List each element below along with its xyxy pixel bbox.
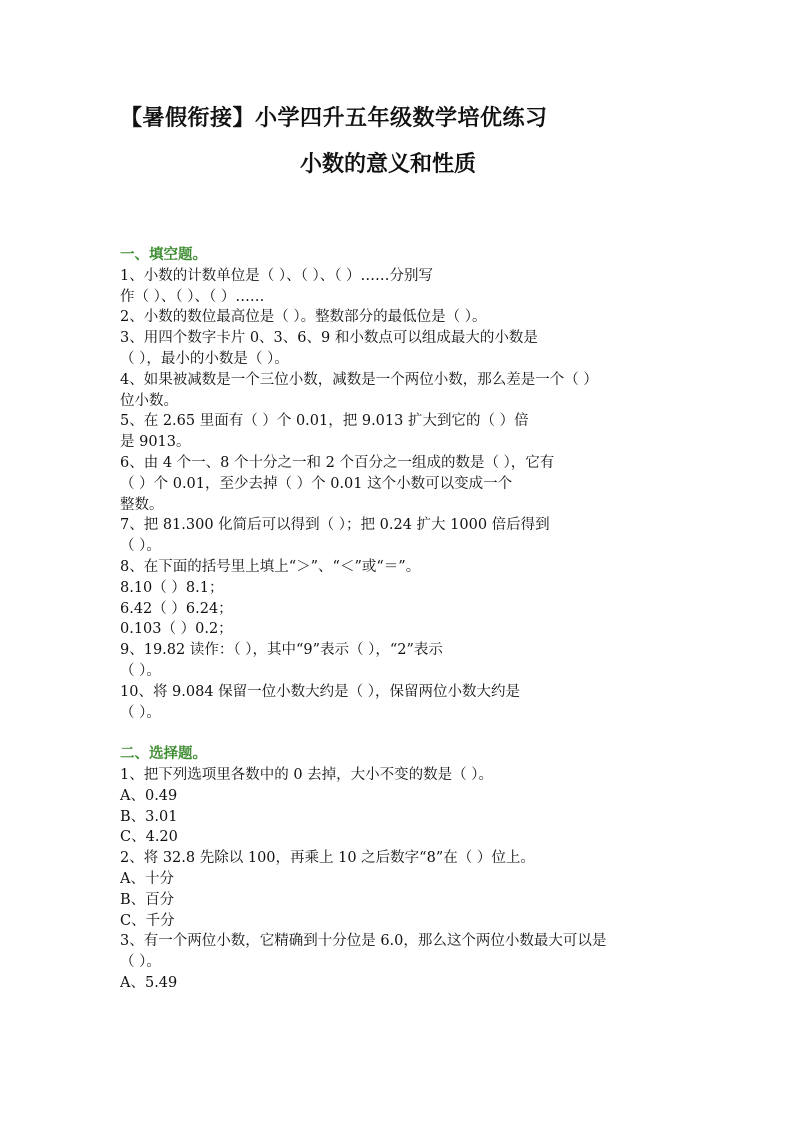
question-line: 6、由 4 个一、8 个十分之一和 2 个百分之一组成的数是（ ），它有 bbox=[120, 454, 555, 471]
worksheet-body bbox=[120, 245, 680, 994]
section-heading-multiple-choice: 二、选择题。 bbox=[120, 746, 207, 763]
question-line: 作（ ）、（ ）、（ ）…… bbox=[120, 288, 265, 305]
question-line: （ ）个 0.01，至少去掉（ ）个 0.01 这个小数可以变成一个 bbox=[120, 475, 513, 492]
question-line: 2、小数的数位最高位是（ ）。整数部分的最低位是（ ）。 bbox=[120, 309, 487, 326]
choice-option: A、十分 bbox=[120, 870, 174, 887]
choice-option: C、4.20 bbox=[120, 829, 178, 846]
question-line: 8.10（ ）8.1； bbox=[120, 579, 224, 596]
question-line: 7、把 81.300 化简后可以得到（ ）；把 0.24 扩大 1000 倍后得到 bbox=[120, 517, 550, 534]
choice-option: B、3.01 bbox=[120, 808, 178, 825]
question-line: （ ），最小的小数是（ ）。 bbox=[120, 350, 289, 367]
question-line: 1、小数的计数单位是（ ）、（ ）、（ ）……分别写 bbox=[120, 267, 434, 284]
question-line: 2、将 32.8 先除以 100，再乘上 10 之后数字“8”在（ ）位上。 bbox=[120, 850, 535, 867]
question-line: 0.103（ ）0.2； bbox=[120, 621, 233, 638]
question-line: 位小数。 bbox=[120, 392, 178, 409]
document-subtitle: 小数的意义和性质 bbox=[300, 151, 477, 177]
choice-option: A、5.49 bbox=[120, 974, 178, 991]
fill-blank-questions bbox=[120, 266, 680, 724]
document-title: 【暑假衔接】小学四升五年级数学培优练习 bbox=[120, 105, 548, 131]
question-line: （ ）。 bbox=[120, 662, 161, 679]
question-line: 3、用四个数字卡片 0、3、6、9 和小数点可以组成最大的小数是 bbox=[120, 330, 538, 347]
choice-option: A、0.49 bbox=[120, 787, 178, 804]
question-line: （ ）。 bbox=[120, 538, 161, 555]
question-line: （ ）。 bbox=[120, 704, 161, 721]
question-line: 5、在 2.65 里面有（ ）个 0.01，把 9.013 扩大到它的（ ）倍 bbox=[120, 413, 529, 430]
question-line: 6.42（ ）6.24； bbox=[120, 600, 233, 617]
question-line: 整数。 bbox=[120, 496, 164, 513]
choice-option: C、千分 bbox=[120, 912, 175, 929]
question-line: 是 9013。 bbox=[120, 434, 191, 451]
question-line: 8、在下面的括号里上填上“＞”、“＜”或“＝”。 bbox=[120, 558, 421, 575]
question-line: 4、如果被减数是一个三位小数，减数是一个两位小数，那么差是一个（ ） bbox=[120, 371, 598, 388]
question-line: 1、把下列选项里各数中的 0 去掉，大小不变的数是（ ）。 bbox=[120, 766, 494, 783]
choice-option: B、百分 bbox=[120, 891, 175, 908]
section-spacer bbox=[120, 723, 680, 744]
question-line: （ ）。 bbox=[120, 954, 161, 971]
multiple-choice-questions bbox=[120, 765, 680, 994]
question-line: 3、有一个两位小数，它精确到十分位是 6.0，那么这个两位小数最大可以是 bbox=[120, 933, 607, 950]
question-line: 10、将 9.084 保留一位小数大约是（ ），保留两位小数大约是 bbox=[120, 683, 521, 700]
question-line: 9、19.82 读作：（ ），其中“9”表示（ ），“2”表示 bbox=[120, 642, 443, 659]
section-heading-fill-blank: 一、填空题。 bbox=[120, 247, 207, 263]
